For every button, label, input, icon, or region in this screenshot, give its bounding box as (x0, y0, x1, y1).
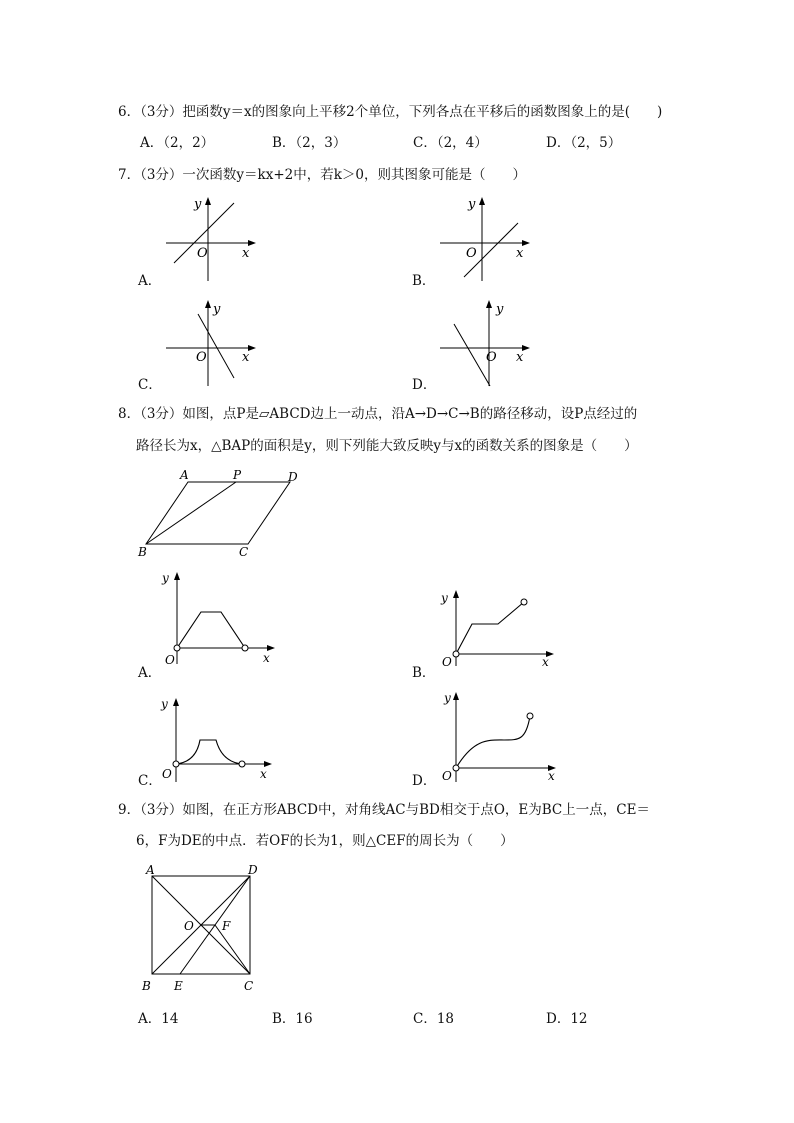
q6-stem: 6．（3分）把函数y＝x的图象向上平移2个单位，下列各点在平移后的函数图象上的是( ) (118, 104, 663, 120)
q6-option-a: A．（2，2） (140, 135, 215, 151)
q6-option-b: B．（2，3） (272, 135, 347, 151)
q8-graph-a (155, 568, 280, 668)
q9-option-b: B．16 (272, 1011, 313, 1027)
q7-graph-a (160, 195, 260, 285)
q7-label-b: B． (412, 273, 436, 289)
q7-stem: 7．（3分）一次函数y＝kx+2中，若k＞0，则其图象可能是（ ） (118, 167, 527, 183)
q8-label-b: B． (412, 665, 436, 681)
q8-point-a: A (180, 468, 189, 482)
q7-graph-c (160, 298, 260, 390)
q8b-origin-label: O (442, 655, 452, 668)
q8-stem-line1: 8．（3分）如图，点P是▱ABCD边上一动点，沿A→D→C→B的路径移动，设P点经过的 (118, 406, 638, 422)
q7a-y-label: y (194, 197, 202, 212)
q8-label-d: D． (412, 773, 437, 789)
q6-option-d: D．（2，5） (546, 135, 622, 151)
q7-graph-d (434, 298, 534, 390)
q8-point-p: P (233, 468, 242, 482)
q7b-y-label: y (468, 197, 476, 212)
q9-option-a: A．14 (138, 1011, 179, 1027)
q8-label-c: C． (138, 773, 162, 789)
q7-graph-b (434, 195, 534, 285)
q9-point-d: D (248, 863, 258, 877)
q9-point-f: F (222, 919, 231, 933)
q8-point-d: D (288, 470, 298, 484)
q8-stem-line2: 路径长为x，△BAP的面积是y，则下列能大致反映y与x的函数关系的图象是（ ） (136, 438, 638, 454)
q7-label-a: A． (138, 273, 162, 289)
q7b-x-label: x (516, 246, 524, 261)
q8-graph-b (436, 588, 561, 668)
q9-point-o: O (184, 919, 194, 933)
q8c-origin-label: O (162, 767, 172, 781)
q8a-origin-label: O (165, 653, 175, 667)
q7d-y-label: y (496, 302, 504, 317)
q7c-x-label: x (242, 350, 250, 365)
q8d-y-label: y (444, 691, 451, 705)
q8-graph-c (158, 692, 278, 784)
q6-option-c: C．（2，4） (413, 135, 488, 151)
q7c-origin-label: O (196, 350, 207, 365)
q7d-x-label: x (516, 350, 524, 365)
q8-point-b: B (138, 545, 147, 559)
q8c-y-label: y (161, 697, 168, 711)
q7a-origin-label: O (197, 246, 208, 261)
q7c-y-label: y (213, 302, 221, 317)
q8b-x-label: x (542, 655, 549, 668)
q9-square-figure (138, 862, 268, 996)
q9-point-a: A (146, 863, 155, 877)
q8b-y-label: y (441, 591, 448, 605)
q8-point-c: C (239, 545, 249, 559)
q9-stem-line2: 6，F为DE的中点．若OF的长为1，则△CEF的周长为（ ） (136, 833, 514, 849)
q8d-origin-label: O (442, 769, 452, 783)
q9-point-e: E (174, 979, 183, 993)
q9-point-b: B (142, 979, 151, 993)
q7a-x-label: x (242, 246, 250, 261)
q8a-x-label: x (263, 651, 270, 665)
q9-option-d: D．12 (546, 1011, 588, 1027)
q7d-origin-label: O (486, 350, 497, 365)
q8-graph-d (434, 688, 562, 784)
q9-point-c: C (244, 979, 254, 993)
q8-label-a: A． (138, 665, 162, 681)
q8a-y-label: y (162, 571, 169, 585)
q7b-origin-label: O (466, 246, 477, 261)
q8-parallelogram-figure (136, 466, 311, 560)
q8c-x-label: x (260, 767, 267, 781)
q9-option-c: C．18 (413, 1011, 455, 1027)
q7-label-d: D． (412, 377, 437, 393)
q9-stem-line1: 9．（3分）如图，在正方形ABCD中，对角线AC与BD相交于点O，E为BC上一点，CE＝ (118, 802, 650, 818)
q8d-x-label: x (548, 769, 555, 783)
q7-label-c: C． (138, 377, 162, 393)
